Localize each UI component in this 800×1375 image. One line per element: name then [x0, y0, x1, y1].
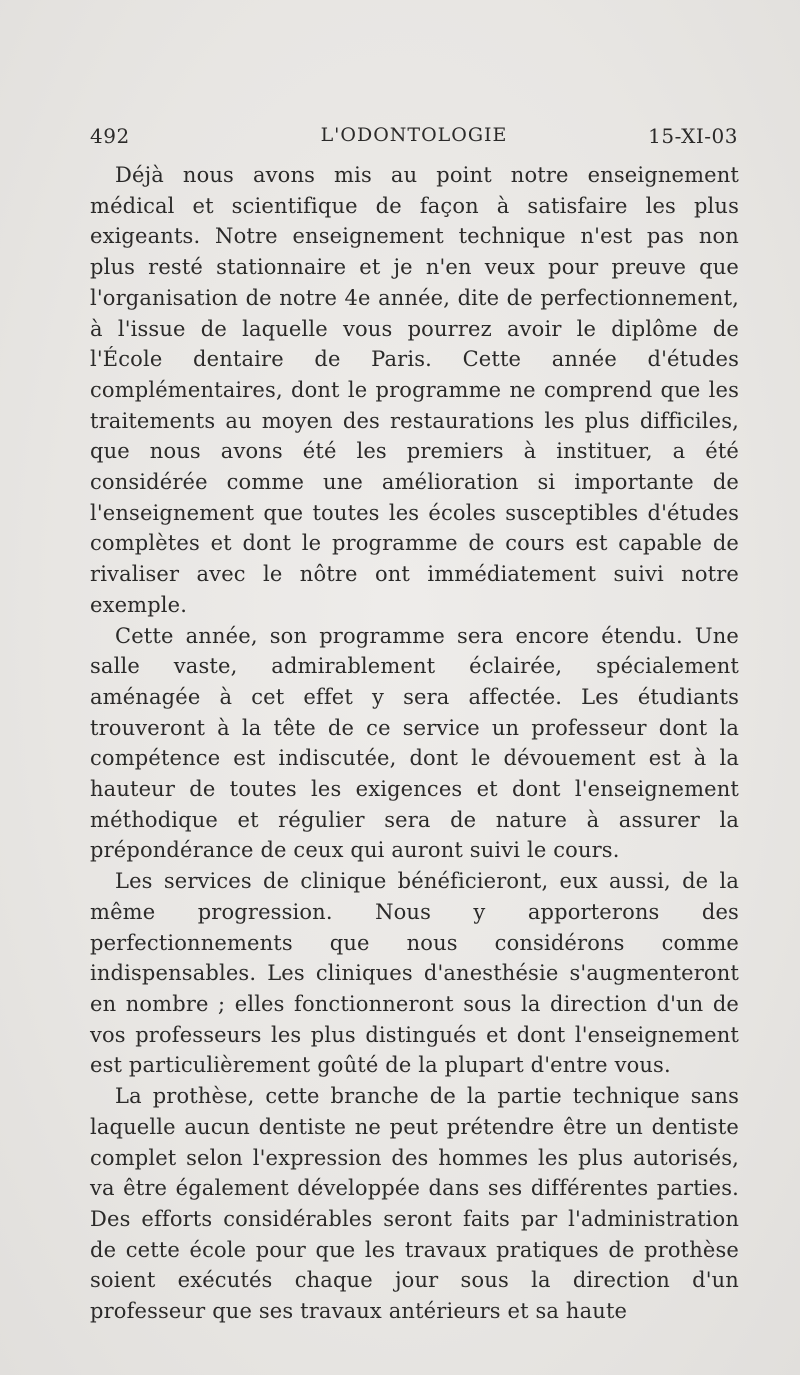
paragraph-4: La prothèse, cette branche de la partie technique sans laquelle aucun dentiste ne peut prétendre être un dentiste complet selon l'expression des hommes les plus autorisés, va être également développée dans ses différentes parties. Des efforts considérables seront faits par l'administration de cette école pour que les travaux pratiques de prothèse soient exécutés chaque jour sous la direction d'un professeur que ses travaux antérieurs et sa haute — [90, 1084, 739, 1324]
body-text — [90, 160, 739, 1327]
journal-title: L'ODONTOLOGIE — [320, 124, 508, 146]
page-number: 492 — [90, 124, 130, 148]
running-header — [90, 124, 738, 152]
paragraph-2: Cette année, son programme sera encore étendu. Une salle vaste, admirablement éclairée, spécialement aménagée à cet effet y sera affectée. Les étudiants trouveront à la tête de ce service un professeur dont la compétence est indiscutée, dont le dévouement est à la hauteur de toutes les exigences et dont l'enseignement méthodique et régulier sera de nature à assurer la prépondérance de ceux qui auront suivi le cours. — [90, 623, 739, 863]
paragraph-3: Les services de clinique bénéficieront, eux aussi, de la même progression. Nous y apporterons des perfectionnements que nous considérons comme indispensables. Les cliniques d'anesthésie s'augmenteront en nombre ; elles fonctionneront sous la direction d'un de vos professeurs les plus distingués et dont l'enseignement est particulièrement goûté de la plupart d'entre vous. — [90, 869, 739, 1078]
paragraph-1: Déjà nous avons mis au point notre enseignement médical et scientifique de façon à satisfaire les plus exigeants. Notre enseignement technique n'est pas non plus resté stationnaire et je n'en veux pour preuve que l'organisation de notre 4e année, dite de perfectionnement, à l'issue de laquelle vous pourrez avoir le diplôme de l'École dentaire de Paris. Cette année d'études complémentaires, dont le programme ne comprend que les traitements au moyen des restaurations les plus difficiles, que nous avons été les premiers à instituer, a été considérée comme une amélioration si importante de l'enseignement que toutes les écoles susceptibles d'études complètes et dont le programme de cours est capable de rivaliser avec le nôtre ont immédiatement suivi notre exemple. — [90, 163, 739, 617]
issue-date: 15-XI-03 — [648, 124, 738, 148]
